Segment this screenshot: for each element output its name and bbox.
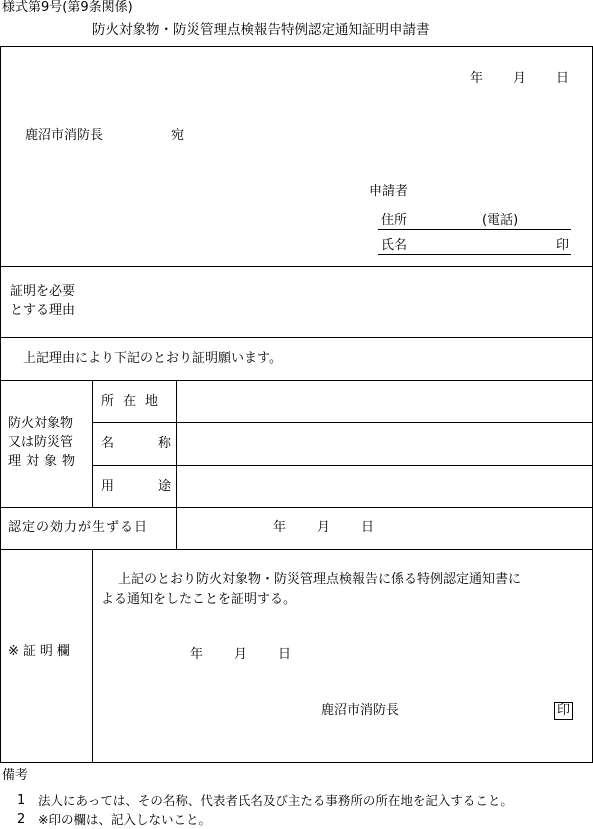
request-statement: 上記理由により下記のとおり証明願います。 [23,351,282,366]
certification-issuer: 鹿沼市消防長 [321,703,400,718]
target-row-label-use: 用途 [101,479,216,494]
notes-heading: 備考 [2,768,29,783]
note-1-number: 1 [17,793,26,808]
form-frame [0,46,593,763]
application-date-year: 年 [470,71,484,86]
address-label: 住所 [381,213,408,228]
name-label: 氏名 [381,238,408,253]
target-group-divider [92,380,93,507]
applicant-label: 申請者 [369,184,409,199]
address-underline [378,229,571,230]
target-row-divider-1 [92,422,593,423]
certification-text-line2: よる通知をしたことを証明する。 [101,592,297,607]
form-number: 様式第9号(第9条関係) [2,0,133,15]
application-date-day: 日 [556,71,570,86]
certification-day: 日 [278,647,292,662]
effective-date-month: 月 [317,520,331,535]
form-title: 防火対象物・防災管理点検報告特例認定通知証明申請書 [92,22,430,38]
effective-date-divider [176,507,177,549]
applicant-seal-mark: 印 [556,238,570,253]
target-group-label-line3: 理対象物 [8,454,81,469]
certification-month: 月 [234,647,248,662]
certification-text-line1: 上記のとおり防火対象物・防災管理点検報告に係る特例認定通知書に [118,572,522,587]
reason-label-line1: 証明を必要 [10,284,76,299]
application-date-month: 月 [513,71,527,86]
divider-reason [0,337,593,338]
phone-label: (電話) [482,213,519,228]
effective-date-day: 日 [361,520,375,535]
certification-label: ※証明欄 [8,644,74,659]
divider-request [0,380,593,381]
addressee-honorific: 宛 [171,128,185,143]
certification-divider [92,549,93,763]
target-group-label-line2: 又は防災管 [8,435,74,450]
target-row-label-location: 所在地 [101,394,168,409]
effective-date-year: 年 [273,520,287,535]
certification-seal: 印 [554,702,573,720]
target-group-label-line1: 防火対象物 [8,416,74,431]
divider-effective-date [0,549,593,550]
note-2-text: ※印の欄は、記入しないこと。 [38,812,211,827]
note-2-number: 2 [17,812,26,827]
reason-label-line2: とする理由 [10,303,76,318]
certification-year: 年 [190,647,204,662]
effective-date-label: 認定の効力が生ずる日 [8,520,149,535]
divider-target [0,507,593,508]
target-row-divider-2 [92,465,593,466]
divider-application [0,266,593,267]
addressee: 鹿沼市消防長 [25,128,104,143]
note-1-text: 法人にあっては、その名称、代表者氏名及び主たる事務所の所在地を記入すること。 [38,793,513,808]
name-underline [378,254,571,255]
target-row-label-name: 名称 [101,436,216,451]
